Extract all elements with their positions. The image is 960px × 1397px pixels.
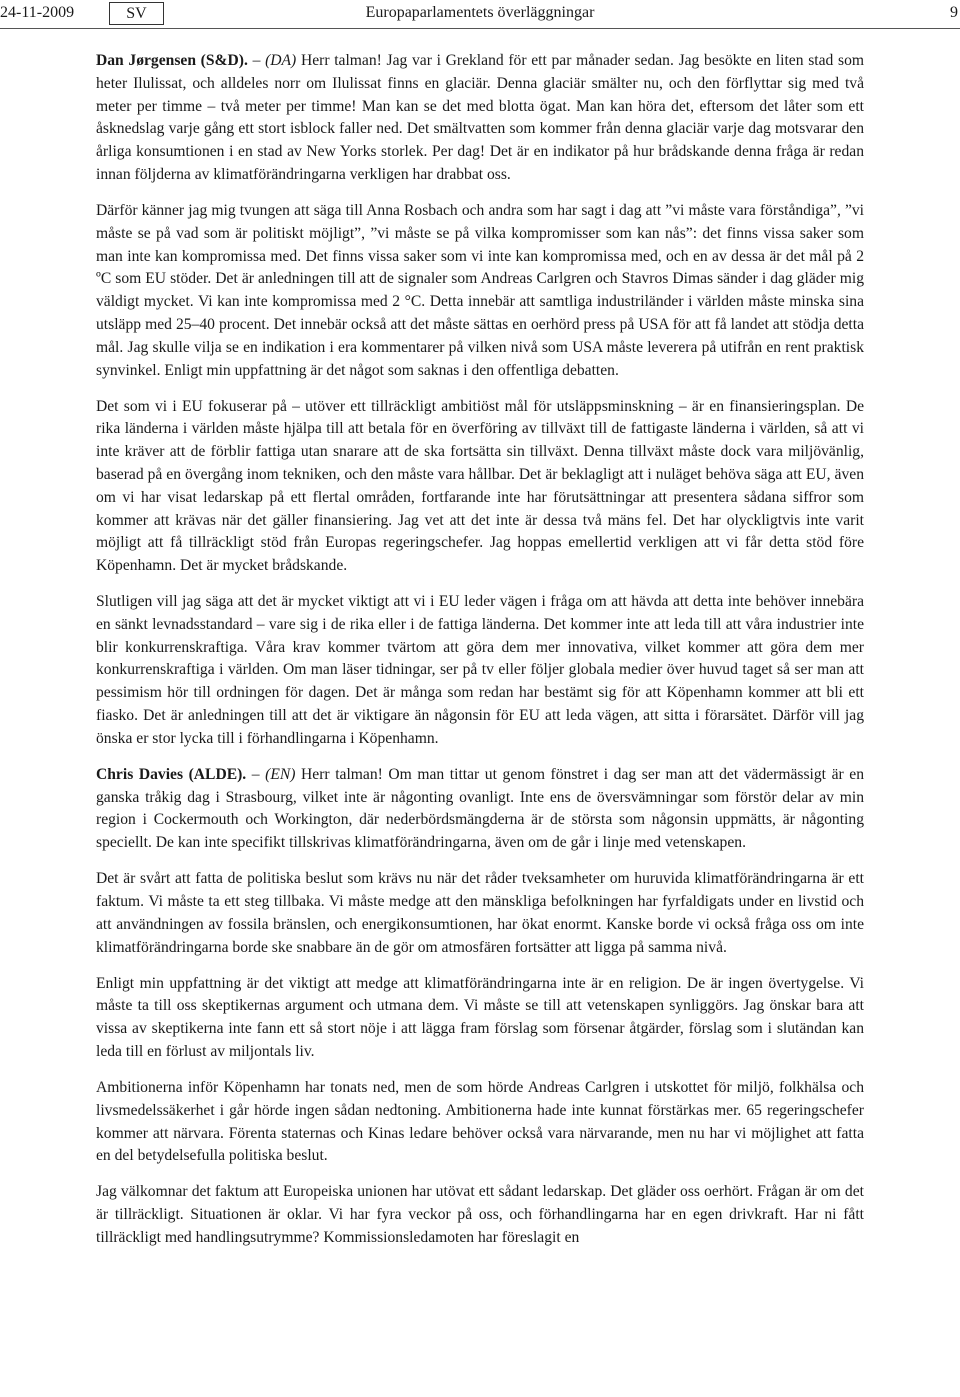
paragraph-text: Herr talman! Om man tittar ut genom fönstret i dag ser man att det vädermässigt är en ganska tråkig dag i Strasbourg, vilket inte är någonting ovanligt. Inte ens de översvämningar som förstör delar av min region i Cockermouth och Workington, där nederbördsmängderna är de största som någonsin uppmätts, är någonting speciellt. De kan inte specifikt tillskrivas klimatförändringarna, även om de går i linje med vetenskapen.	[96, 765, 864, 852]
paragraph: Slutligen vill jag säga att det är mycket viktigt att vi i EU leder vägen i fråga om att hävda att detta inte behöver innebära en sänkt levnadsstandard – vare sig i de rika eller i de fattiga länderna. Det kommer inte att leda till att våra industrier inte blir konkurrenskraftiga. Våra krav kommer tvärtom att göra dem mer innovativa, vilket kommer att göra dem mer konkurrenskraftiga i världen. Om man läser tidningar, ser på tv eller följer globala medier över huvud taget så ser man att pessimism hör till ordningen för dagen. Det är många som redan har bestämt sig för att Köpenhamn kommer att bli ett fiasko. Det är anledningen till att det är viktigare än någonsin för EU att leda vägen, att sitta i förarsätet. Därför vill jag önska er stor lycka till i förhandlingarna i Köpenhamn.	[96, 593, 864, 747]
speaker-dash: –	[247, 52, 266, 69]
paragraph	[96, 50, 864, 187]
language-code: (DA)	[265, 52, 297, 69]
page-number: 9	[950, 4, 958, 21]
paragraph: Ambitionerna inför Köpenhamn har tonats ned, men de som hörde Andreas Carlgren i utskottet för miljö, folkhälsa och livsmedelssäkerhet i går hörde ingen sådan nedtoning. Ambitionerna hade inte kunnat förstärkas mer. 65 regeringschefer kommer att närvara. Förenta staternas och Kinas ledare behöver också vara närvarande, men nu har vi möjlighet att fatta en del betydelsefulla politiska beslut.	[96, 1078, 864, 1165]
paragraph: Det som vi i EU fokuserar på – utöver ett tillräckligt ambitiöst mål för utsläppsminskning – är en finansieringsplan. De rika länderna i världen måste hjälpa till att betala för en överföring av tillväxt till de fattigaste länderna i världen, så att vi inte kräver att de förblir fattiga utan snarare att de ska fortsätta sin tillväxt. Denna tillväxt måste dock vara miljövänlig, baserad på en övergång inom tekniken, och den måste vara hållbar. Det är beklagligt att i nuläget behöva säga att EU, även om vi har visat ledarskap på ett flertal områden, fortfarande inte har förutsättningar att presentera sådana siffror som kommer att krävas när det gäller finansiering. Jag vet att det inte är dessa två mäns fel. Det har olyckligtvis inte varit möjligt att få tillräckligt stöd från Europas regeringschefer. Jag hoppas emellertid verkligen att vi får detta stöd före Köpenhamn. Det är mycket brådskande.	[96, 397, 864, 575]
paragraph: Enligt min uppfattning är det viktigt att medge att klimatförändringarna inte är en religion. De är ingen övertygelse. Vi måste ta till oss skeptikernas argument och utmana dem. Vi måste se till att vetenskapen synliggörs. Jag önskar bara att vissa av skeptikerna inte fann ett så stort nöje i att lägga fram förslag som försenar åtgärder, förslag som i slutändan kan leda till en förlust av miljontals liv.	[96, 974, 864, 1060]
paragraph: Jag välkomnar det faktum att Europeiska unionen har utövat ett sådant ledarskap. Det gläder oss oerhört. Frågan är om det är tillräckligt. Situationen är oklar. Vi har fyra veckor på oss, och förhandlingarna har en egen drivkraft. Har ni fått tillräckligt med handlingsutrymme? Kommissionsledamoten har föreslagit en	[96, 1183, 864, 1246]
paragraph: Därför känner jag mig tvungen att säga till Anna Rosbach och andra som har sagt i dag att ”vi måste vara förståndiga”, ”vi måste se på vad som är politiskt möjligt”, ”vi måste se på vilka kompromisser som kan nås”: det finns vissa saker som man inte kan kompromissa med. Det finns vissa saker som vi inte kan kompromissa med, och en av dessa är det mål på 2 ºC som EU stöder. Det är anledningen till att de signaler som Andreas Carlgren och Stavros Dimas sänder i dag gläder mig väldigt mycket. Vi kan inte kompromissa med 2 °C. Detta innebär att samtliga industriländer i världen måste minska sina utsläpp med 25–40 procent. Det innebär också att det måste sättas en oerhörd press på USA för att få landet att stödja detta mål. Jag skulle vilja se en indikation i era kommentarer på vilken nivå som USA måste leverera på utifrån en rent praktisk synvinkel. Enligt min uppfattning är det något som saknas i den offentliga debatten.	[96, 201, 864, 379]
page-header	[0, 0, 960, 29]
language-badge: SV	[109, 2, 164, 25]
header-title: Europaparlamentets överläggningar	[365, 4, 595, 21]
document-body	[96, 50, 864, 1263]
paragraph-text: Herr talman! Jag var i Grekland för ett par månader sedan. Jag besökte en liten stad som heter Ilulissat, och alldeles norr om Ilulissat finns en glaciär. Denna glaciär smälter nu, och den förflyttar sig med två meter per timme – två meter per timme! Man kan se det med blotta ögat. Man kan höra det, eftersom det låter som ett åsknedslag varje gång ett stort isblock faller ned. Det smältvatten som kommer från denna glaciär varje dag motsvarar den årliga konsumtionen i en stad av New Yorks storlek. Per dag! Det är en indikator på hur brådskande denna fråga är redan innan följderna av klimatförändringarna verkligen har drabbat oss.	[96, 52, 864, 183]
paragraph: Det är svårt att fatta de politiska beslut som krävs nu när det råder tveksamheter om huruvida klimatförändringarna är ett faktum. Vi måste ta ett steg tillbaka. Vi måste medge att den mänskliga befolkningen har fyrfaldigats under en livstid och att användningen av fossila bränslen, och energikonsumtionen, har ökat enormt. Kanske borde vi också fråga oss om inte klimatförändringarna borde ske snabbare än de gör om atmosfären fortsätter att ligga på samma nivå.	[96, 870, 864, 956]
speaker-dash: –	[246, 765, 266, 783]
speaker-name: Dan Jørgensen (S&D).	[96, 52, 248, 69]
paragraph	[96, 764, 864, 855]
header-date: 24-11-2009	[0, 4, 75, 21]
language-code: (EN)	[265, 765, 296, 783]
speaker-name: Chris Davies (ALDE).	[96, 765, 247, 783]
